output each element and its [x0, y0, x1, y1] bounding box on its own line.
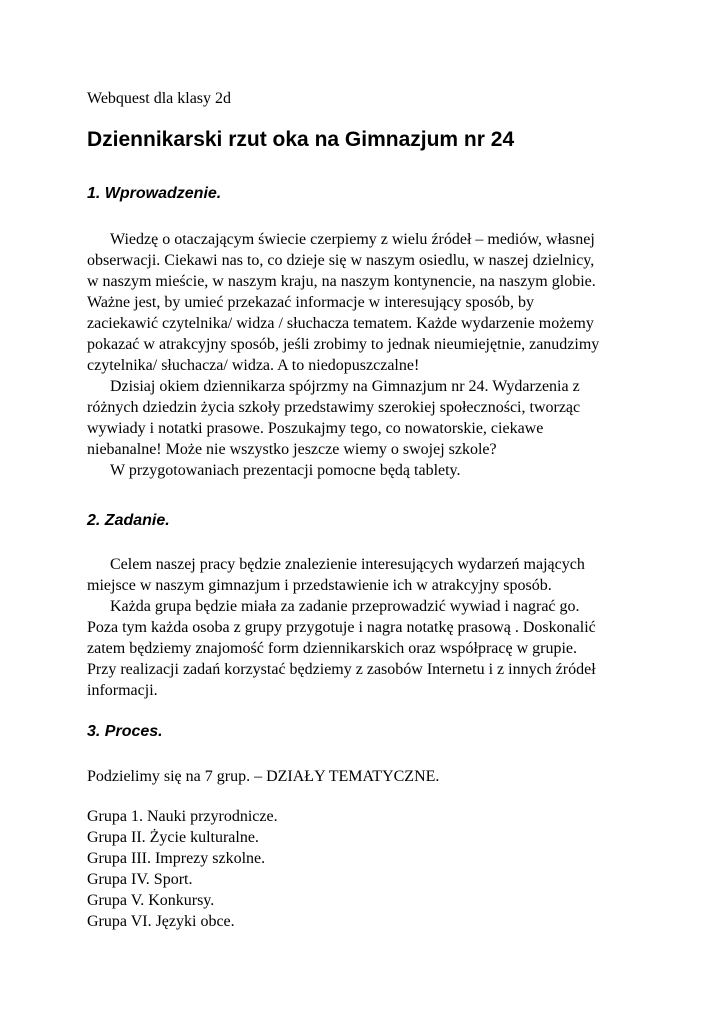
paragraph-line: W przygotowaniach prezentacji pomocne będą tablety. [110, 462, 461, 479]
group-list-item: Grupa III. Imprezy szkolne. [87, 850, 266, 867]
section-heading-introduction: 1. Wprowadzenie. [87, 185, 222, 202]
paragraph-line: informacji. [87, 682, 158, 699]
paragraph-line: zaciekawić czytelnika/ widza / słuchacza tematem. Każde wydarzenie możemy [87, 315, 594, 332]
paragraph-line: czytelnika/ słuchacza/ widza. A to niedopuszczalne! [87, 357, 420, 374]
paragraph-line: zatem będziemy znajomość form dziennikarskich oraz współpracę w grupie. [87, 640, 578, 657]
paragraph-line: Każda grupa będzie miała za zadanie przeprowadzić wywiad i nagrać go. [110, 598, 580, 615]
section-task-body [87, 554, 647, 701]
paragraph-line: różnych dziedzin życia szkoły przedstawimy szerokiej społeczności, tworząc [87, 399, 581, 416]
paragraph-line: obserwacji. Ciekawi nas to, co dzieje się w naszym osiedlu, w naszej dzielnicy, [87, 252, 595, 269]
paragraph-line: Wiedzę o otaczającym świecie czerpiemy z wielu źródeł – mediów, własnej [110, 231, 595, 248]
group-list-item: Grupa V. Konkursy. [87, 892, 215, 909]
group-list-item: Grupa IV. Sport. [87, 871, 193, 888]
paragraph-line: Podzielimy się na 7 grup. – DZIAŁY TEMATYCZNE. [87, 768, 440, 785]
section-introduction-body [87, 229, 647, 481]
paragraph-line: w naszym mieście, w naszym kraju, na naszym kontynencie, na naszym globie. [87, 273, 596, 290]
group-list-item: Grupa VI. Języki obce. [87, 913, 235, 930]
paragraph-line: wywiady i notatki prasowe. Poszukajmy tego, co nowatorskie, ciekawe [87, 420, 544, 437]
paragraph-line: Dzisiaj okiem dziennikarza spójrzmy na Gimnazjum nr 24. Wydarzenia z [110, 378, 580, 395]
paragraph-line: Ważne jest, by umieć przekazać informacje w interesujący sposób, by [87, 294, 534, 311]
process-intro [87, 766, 647, 787]
group-list [87, 806, 647, 932]
paragraph-line: niebanalne! Może nie wszystko jeszcze wiemy o swojej szkole? [87, 441, 497, 458]
paragraph-line: miejsce w naszym gimnazjum i przedstawienie ich w atrakcyjny sposób. [87, 577, 552, 594]
section-heading-process: 3. Proces. [87, 723, 163, 740]
group-list-item: Grupa II. Życie kulturalne. [87, 829, 259, 846]
document-subtitle: Webquest dla klasy 2d [87, 90, 232, 107]
paragraph-line: Poza tym każda osoba z grupy przygotuje i nagra notatkę prasową . Doskonalić [87, 619, 596, 636]
group-list-item: Grupa 1. Nauki przyrodnicze. [87, 808, 278, 825]
paragraph-line: Celem naszej pracy będzie znalezienie interesujących wydarzeń mających [110, 556, 585, 573]
document-title: Dziennikarski rzut oka na Gimnazjum nr 24 [87, 128, 515, 151]
paragraph-line: pokazać w atrakcyjny sposób, jeśli zrobimy to jednak nieumiejętnie, zanudzimy [87, 336, 600, 353]
paragraph-line: Przy realizacji zadań korzystać będziemy z zasobów Internetu i z innych źródeł [87, 661, 596, 678]
section-heading-task: 2. Zadanie. [87, 512, 170, 529]
